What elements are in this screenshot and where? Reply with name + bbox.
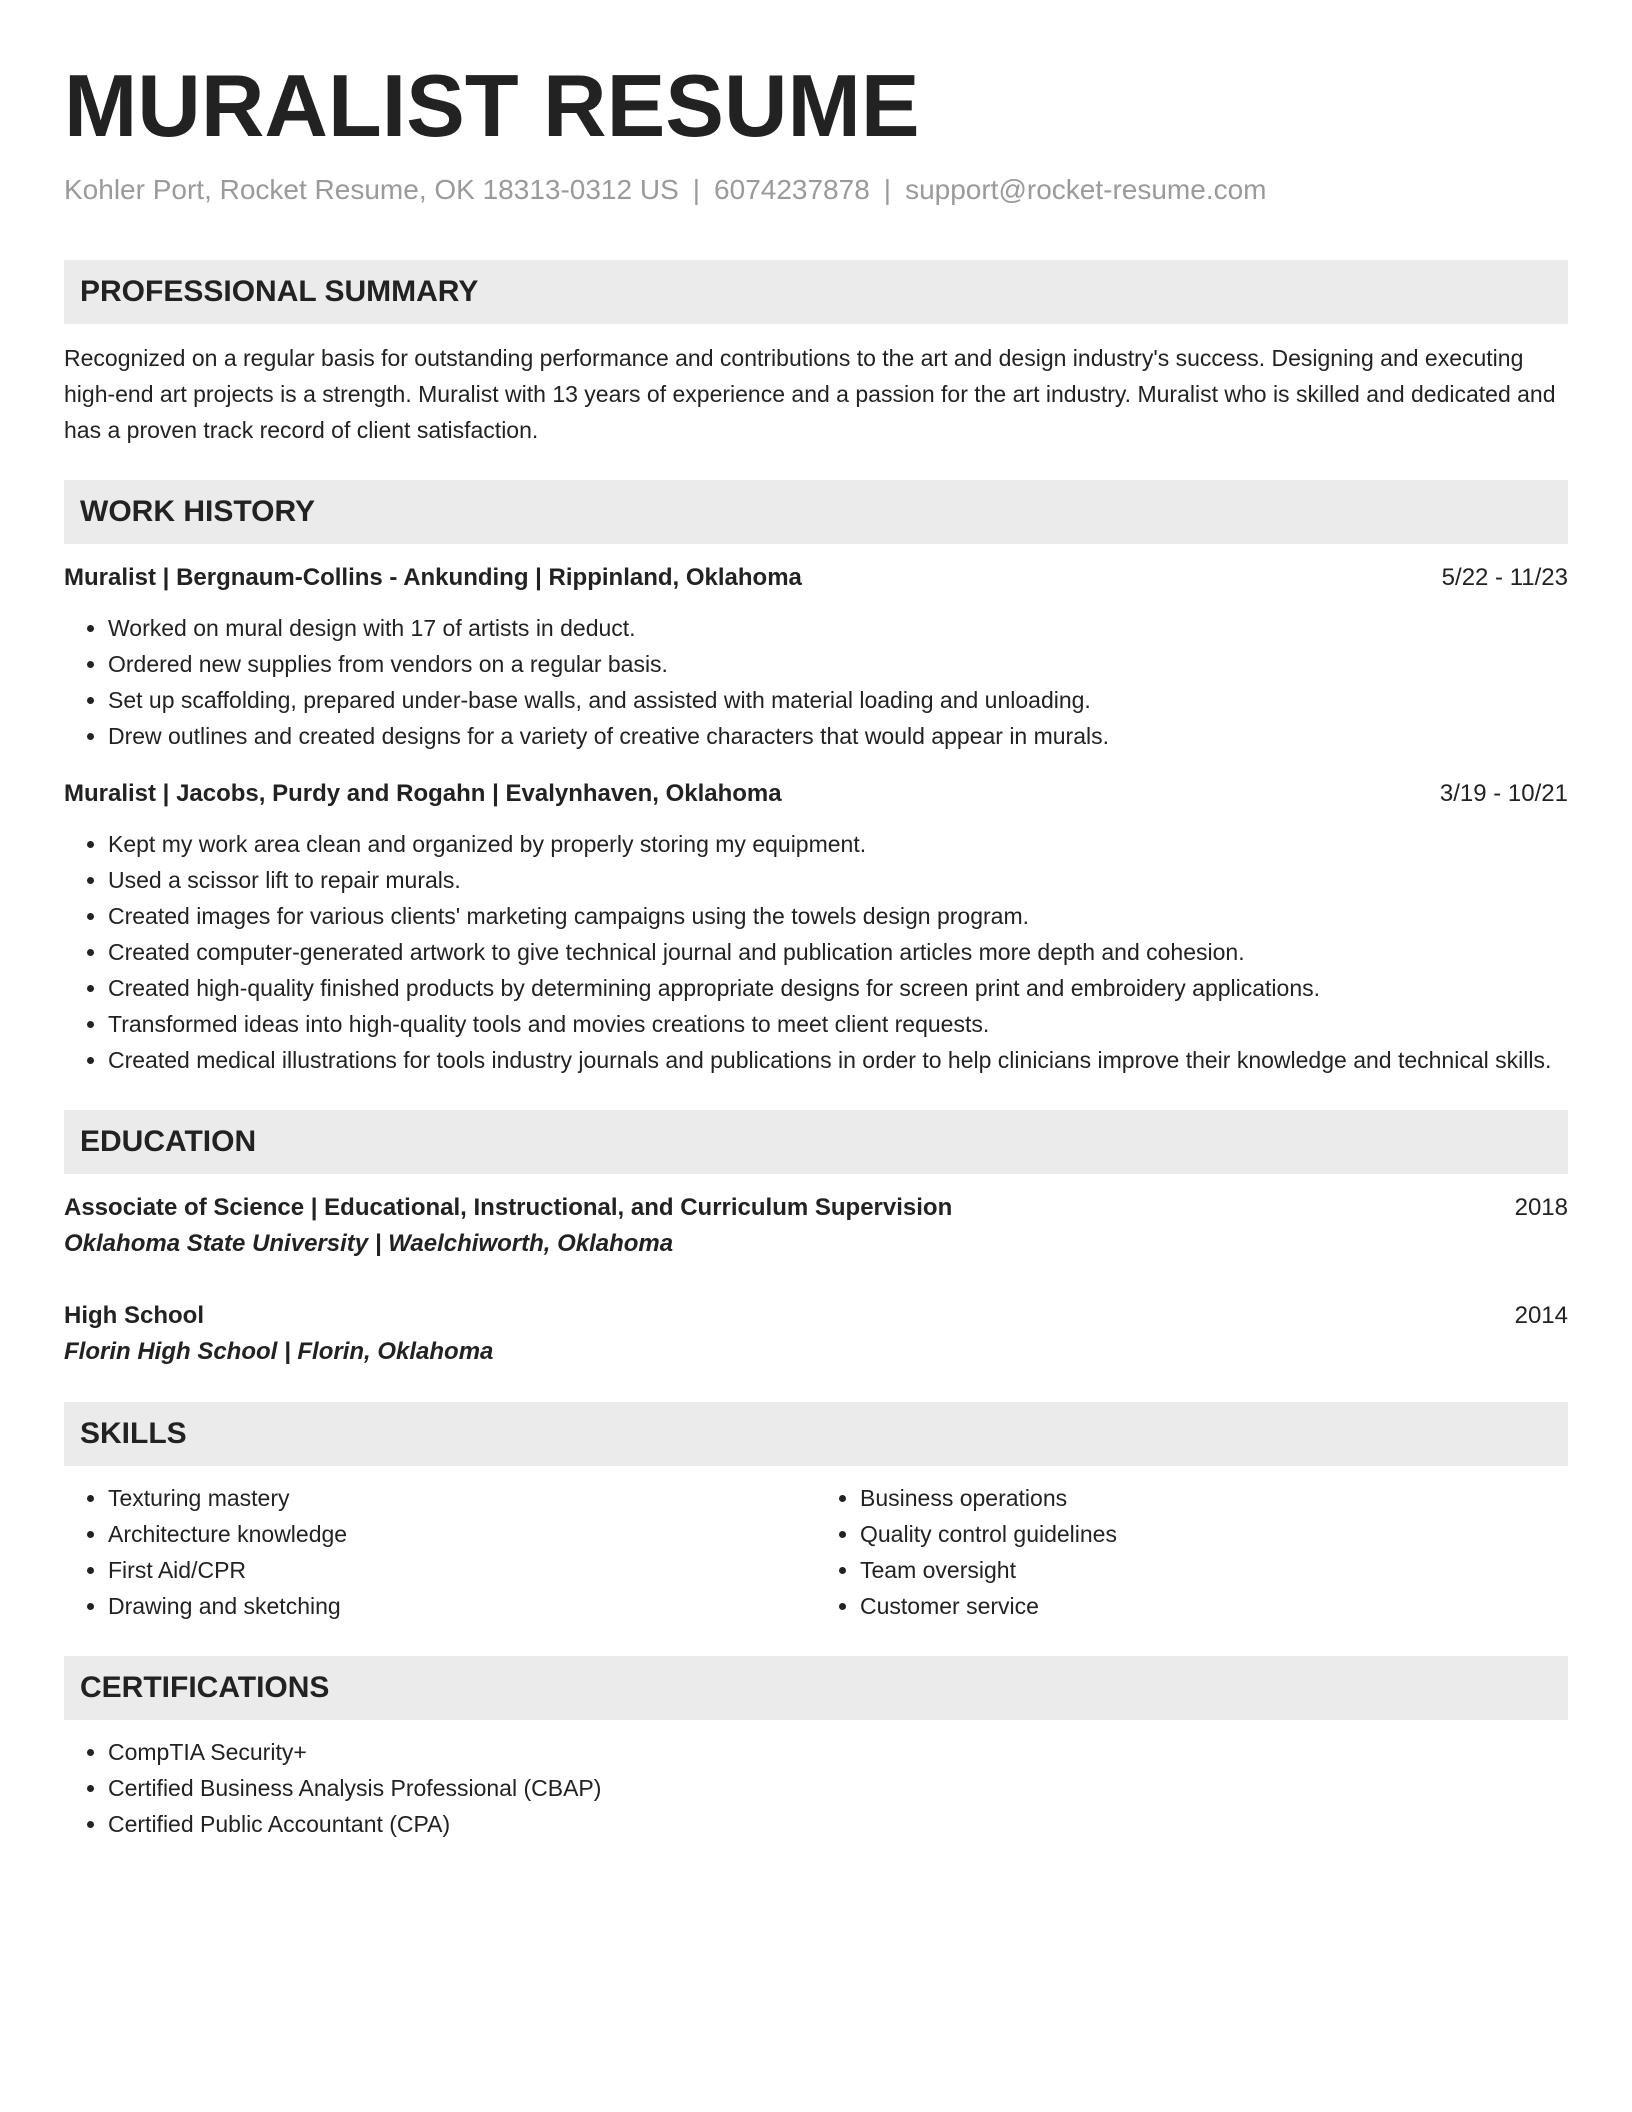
degree: Associate of Science | Educational, Instructional, and Curriculum Supervision [64, 1194, 953, 1221]
school: Oklahoma State University | Waelchiworth, Oklahoma [64, 1230, 674, 1257]
resume-title: MURALIST RESUME [64, 56, 920, 155]
education-row [64, 1298, 1568, 1334]
certification-item: • CompTIA Security+ [108, 1734, 1568, 1770]
section-header-summary: PROFESSIONAL SUMMARY [64, 260, 1568, 324]
skill-item: • Business operations [860, 1480, 1568, 1516]
contact-line [64, 172, 1568, 208]
job-entry [64, 560, 1568, 754]
education-entry [64, 1190, 1568, 1262]
job-bullet: • Created computer-generated artwork to give technical journal and publication articles more depth and cohesion. [108, 934, 1568, 970]
job-bullet: • Used a scissor lift to repair murals. [108, 862, 1568, 898]
skills-grid [64, 1466, 1568, 1624]
job-bullet: • Created high-quality finished products by determining appropriate designs for screen print and embroidery applications. [108, 970, 1568, 1006]
skill-item: • Drawing and sketching [108, 1588, 816, 1624]
skill-item: • Customer service [860, 1588, 1568, 1624]
section-header-certifications: CERTIFICATIONS [64, 1656, 1568, 1720]
job-entry [64, 776, 1568, 1078]
job-bullet: • Set up scaffolding, prepared under-base walls, and assisted with material loading and unloading. [108, 682, 1568, 718]
education-year: 2018 [1514, 1194, 1568, 1221]
certification-item: • Certified Business Analysis Professional (CBAP) [108, 1770, 1568, 1806]
education-entry [64, 1298, 1568, 1370]
job-title-row [64, 776, 1568, 812]
email: support@rocket-resume.com [905, 174, 1267, 205]
address: Kohler Port, Rocket Resume, OK 18313-0312 US [64, 174, 679, 205]
job-title: Muralist | Bergnaum-Collins - Ankunding | Rippinland, Oklahoma [64, 564, 802, 591]
skills-list-left [64, 1480, 816, 1624]
skill-item: • Team oversight [860, 1552, 1568, 1588]
job-dates: 5/22 - 11/23 [1441, 564, 1568, 591]
skill-item: • Texturing mastery [108, 1480, 816, 1516]
skill-item: • Architecture knowledge [108, 1516, 816, 1552]
education-year: 2014 [1514, 1302, 1568, 1329]
certification-item: • Certified Public Accountant (CPA) [108, 1806, 1568, 1842]
contact-separator: | [883, 174, 892, 205]
job-bullet: • Created medical illustrations for tools industry journals and publications in order to help clinicians improve their knowledge and technical skills. [108, 1042, 1568, 1078]
skills-list-right [816, 1480, 1568, 1624]
certifications-list [64, 1734, 1568, 1842]
skill-item: • Quality control guidelines [860, 1516, 1568, 1552]
section-header-work-history: WORK HISTORY [64, 480, 1568, 544]
school: Florin High School | Florin, Oklahoma [64, 1338, 494, 1365]
job-bullet: • Transformed ideas into high-quality tools and movies creations to meet client requests. [108, 1006, 1568, 1042]
education-row [64, 1190, 1568, 1226]
job-bullet: • Drew outlines and created designs for a variety of creative characters that would appear in murals. [108, 718, 1568, 754]
degree: High School [64, 1302, 204, 1329]
job-bullet: • Created images for various clients' marketing campaigns using the towels design program. [108, 898, 1568, 934]
section-header-skills: SKILLS [64, 1402, 1568, 1466]
job-title: Muralist | Jacobs, Purdy and Rogahn | Evalynhaven, Oklahoma [64, 780, 782, 807]
job-dates: 3/19 - 10/21 [1439, 780, 1568, 807]
job-bullets [64, 610, 1568, 754]
summary-text: Recognized on a regular basis for outstanding performance and contributions to the art and design industry's success. Designing and executing high-end art projects is a strength. Muralist with 13 years of experience and a passion for the art industry. Muralist who is skilled and dedicated and has a proven track record of client satisfaction. [64, 345, 1556, 443]
contact-separator: | [692, 174, 701, 205]
job-bullet: • Worked on mural design with 17 of artists in deduct. [108, 610, 1568, 646]
skill-item: • First Aid/CPR [108, 1552, 816, 1588]
section-header-education: EDUCATION [64, 1110, 1568, 1174]
phone: 6074237878 [714, 174, 870, 205]
job-bullets [64, 826, 1568, 1078]
job-bullet: • Kept my work area clean and organized by properly storing my equipment. [108, 826, 1568, 862]
job-bullet: • Ordered new supplies from vendors on a regular basis. [108, 646, 1568, 682]
job-title-row [64, 560, 1568, 596]
